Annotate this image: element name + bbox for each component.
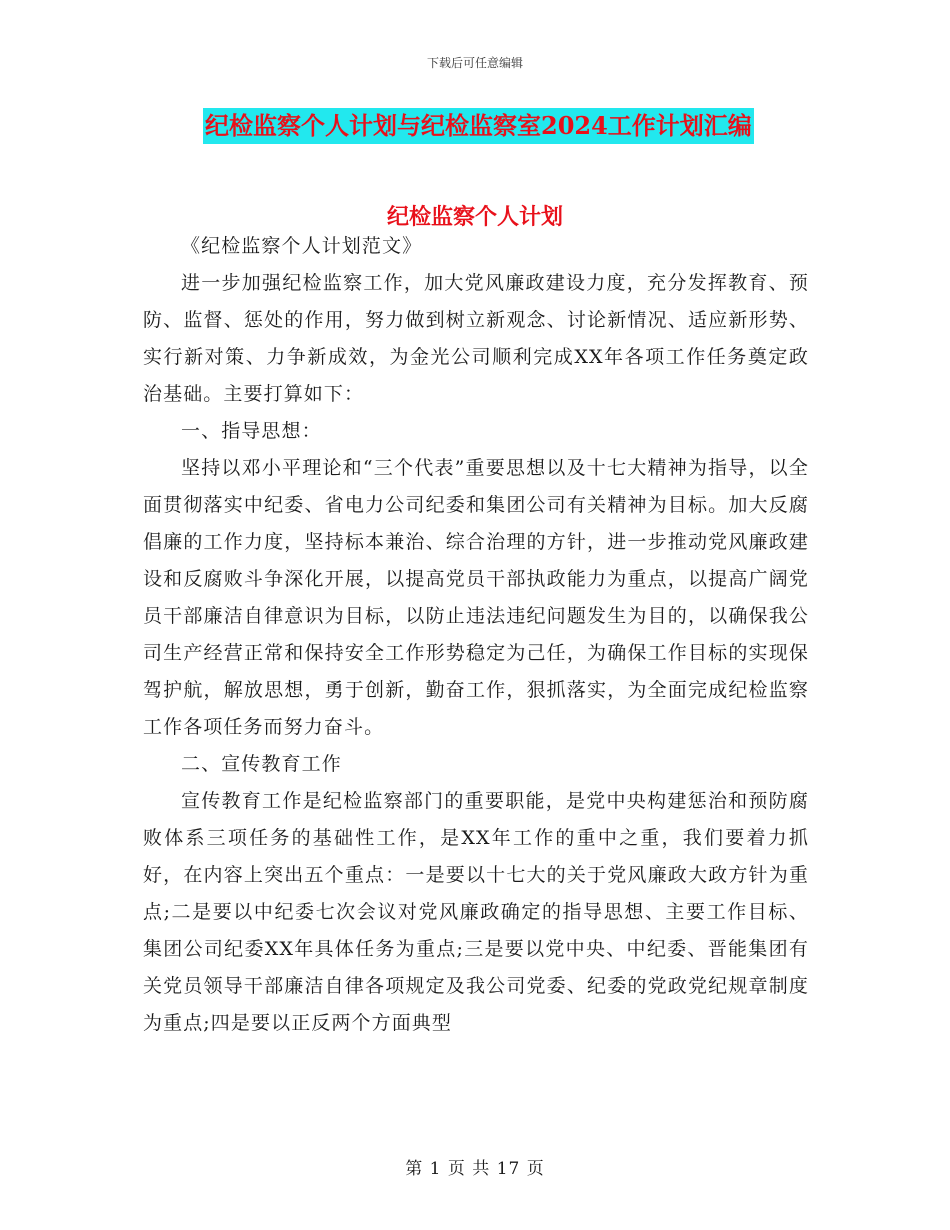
paragraph: 《纪检监察个人计划范文》 — [181, 235, 423, 257]
paragraph: 宣传教育工作是纪检监察部门的重要职能，是党中央构建惩治和预防腐败体系三项任务的基础性工作，是XX年工作的重中之重，我们要着力抓好，在内容上突出五个重点：一是要以十七大的关于党风廉政大政方针为重点;二是要以中纪委七次会议对党风廉政确定的指导思想、主要工作目标、集团公司纪委XX年具体任务为重点;三是要以党中央、中纪委、晋能集团有关党员领导干部廉洁自律各项规定及我公司党委、纪委的党政党纪规章制度为重点;四是要以正反两个方面典型 — [143, 790, 809, 1034]
section-title: 纪检监察个人计划 — [386, 204, 563, 230]
header-note: 下载后可任意编辑 — [426, 56, 523, 70]
body-text — [143, 228, 809, 1042]
paragraph: 二、宣传教育工作 — [181, 753, 342, 775]
paragraph: 一、指导思想： — [181, 420, 322, 442]
page-footer: 第 1 页 共 17 页 — [405, 1159, 545, 1179]
paragraph: 坚持以邓小平理论和“三个代表”重要思想以及十七大精神为指导，以全面贯彻落实中纪委、省电力公司纪委和集团公司有关精神为目标。加大反腐倡廉的工作力度，坚持标本兼治、综合治理的方针，进一步推动党风廉政建设和反腐败斗争深化开展，以提高党员干部执政能力为重点，以提高广阔党员干部廉洁自律意识为目标，以防止违法违纪问题发生为目的，以确保我公司生产经营正常和保持安全工作形势稳定为己任，为确保工作目标的实现保驾护航，解放思想，勇于创新，勤奋工作，狠抓落实，为全面完成纪检监察工作各项任务而努力奋斗。 — [143, 457, 809, 738]
paragraph: 进一步加强纪检监察工作，加大党风廉政建设力度，充分发挥教育、预防、监督、惩处的作用，努力做到树立新观念、讨论新情况、适应新形势、实行新对策、力争新成效，为金光公司顺利完成XX年各项工作任务奠定政治基础。主要打算如下： — [143, 272, 809, 405]
document-title: 纪检监察个人计划与纪检监察室2024工作计划汇编 — [203, 108, 754, 144]
